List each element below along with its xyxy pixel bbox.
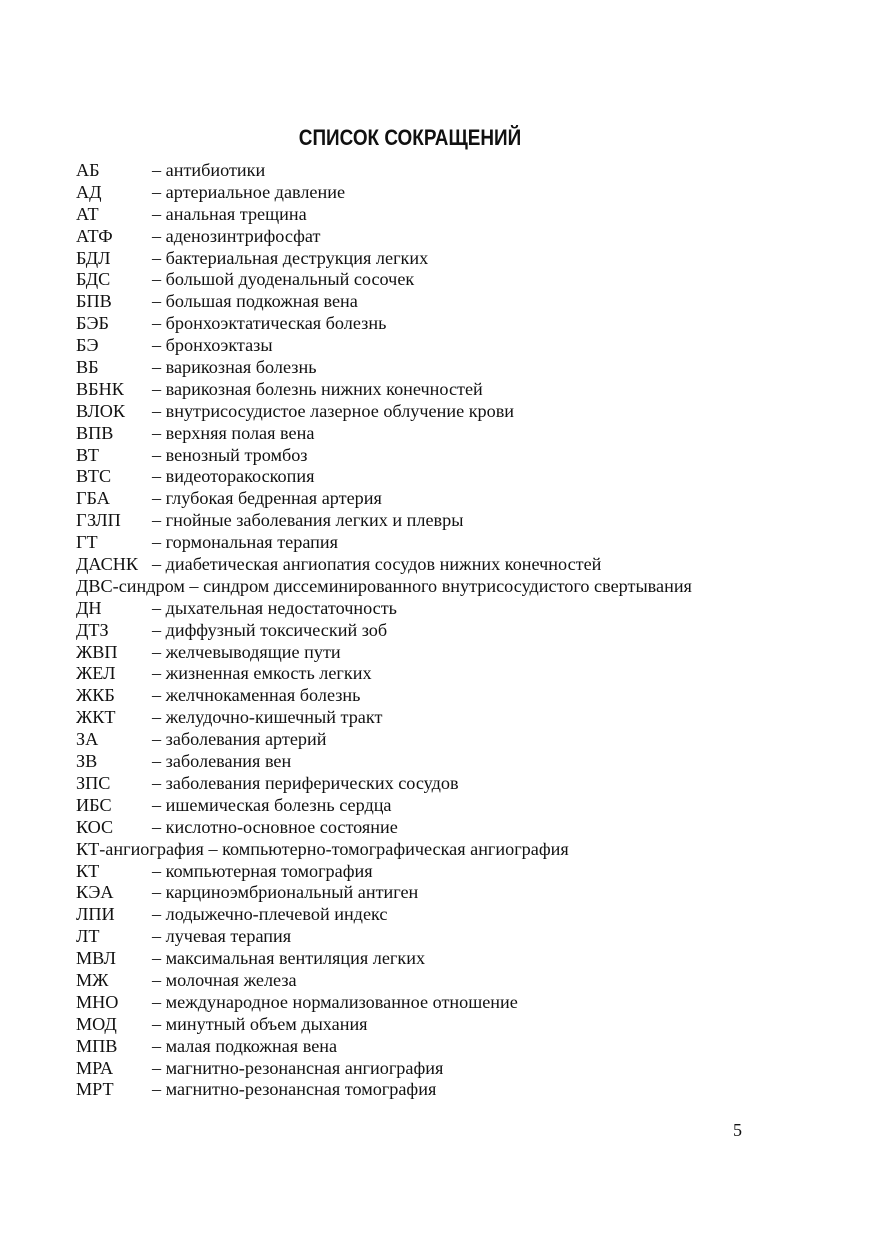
abbreviation-row <box>76 707 796 729</box>
abbreviation-term: АБ <box>76 160 100 180</box>
abbreviation-definition: – бронхоэктатическая болезнь <box>152 313 387 334</box>
abbreviation-row <box>76 554 796 576</box>
abbreviation-term: АД <box>76 181 102 202</box>
abbreviation-definition: – варикозная болезнь <box>152 357 317 378</box>
abbreviation-definition: – заболевания периферических сосудов <box>152 772 459 793</box>
abbreviation-definition: – внутрисосудистое лазерное облучение крови <box>152 400 515 421</box>
abbreviation-definition: – международное нормализованное отношение <box>152 991 518 1012</box>
abbreviation-row <box>76 160 796 182</box>
abbreviation-row <box>76 926 796 948</box>
abbreviation-term: ГТ <box>76 532 98 553</box>
abbreviation-definition: – диабетическая ангиопатия сосудов нижних конечностей <box>152 554 602 575</box>
abbreviation-row <box>76 1014 796 1036</box>
abbreviation-row <box>76 1058 796 1080</box>
abbreviation-row <box>76 992 796 1014</box>
abbreviation-row <box>76 466 796 488</box>
abbreviation-row <box>76 970 796 992</box>
abbreviation-definition: – бактериальная деструкция легких <box>152 247 429 268</box>
abbreviation-term: БЭБ <box>76 313 109 334</box>
abbreviation-term: МВЛ <box>76 948 116 969</box>
abbreviation-term: ВБНК <box>76 378 124 399</box>
abbreviation-definition: – карциноэмбриональный антиген <box>152 882 419 903</box>
abbreviation-row <box>76 204 796 226</box>
abbreviation-term: ГЗЛП <box>76 510 121 531</box>
abbreviation-term: АТФ <box>76 225 113 246</box>
abbreviation-term: ЛПИ <box>76 904 115 925</box>
abbreviation-row <box>76 269 796 291</box>
abbreviation-term: ЛТ <box>76 926 100 947</box>
abbreviation-row <box>76 839 796 861</box>
abbreviation-definition: – варикозная болезнь нижних конечностей <box>152 378 483 399</box>
abbreviation-row <box>76 861 796 883</box>
abbreviation-definition: – компьютерно-томографическая ангиография <box>208 838 569 859</box>
abbreviation-term: МРТ <box>76 1079 114 1100</box>
abbreviation-row <box>76 882 796 904</box>
abbreviation-term: ИБС <box>76 794 112 815</box>
abbreviation-definition: – малая подкожная вена <box>152 1035 338 1056</box>
abbreviation-definition: – глубокая бедренная артерия <box>152 488 382 509</box>
abbreviation-definition: – кислотно-основное состояние <box>152 816 398 837</box>
abbreviation-term: БДЛ <box>76 247 111 268</box>
abbreviation-definition: – большой дуоденальный сосочек <box>152 269 415 290</box>
abbreviation-definition: – минутный объем дыхания <box>152 1013 368 1034</box>
abbreviation-definition: – видеоторакоскопия <box>152 466 315 487</box>
abbreviation-row <box>76 576 796 598</box>
abbreviation-term: КТ-ангиография <box>76 838 204 859</box>
abbreviation-row <box>76 1036 796 1058</box>
abbreviation-term: МНО <box>76 991 119 1012</box>
abbreviation-term: БЭ <box>76 335 99 356</box>
abbreviation-term: БДС <box>76 269 111 290</box>
abbreviation-definition: – ишемическая болезнь сердца <box>152 794 392 815</box>
abbreviation-row <box>76 663 796 685</box>
abbreviation-term: АТ <box>76 203 99 224</box>
abbreviation-term: МЖ <box>76 969 109 990</box>
abbreviation-term: ДАСНК <box>76 554 139 575</box>
abbreviation-definition: – жизненная емкость легких <box>152 663 372 684</box>
abbreviation-term: БПВ <box>76 291 112 312</box>
abbreviation-definition: – гормональная терапия <box>152 532 338 553</box>
abbreviation-term: ДТЗ <box>76 619 109 640</box>
abbreviation-row <box>76 357 796 379</box>
abbreviation-row <box>76 904 796 926</box>
abbreviation-row <box>76 335 796 357</box>
abbreviation-row <box>76 313 796 335</box>
abbreviation-term: ДВС-синдром <box>76 575 185 596</box>
abbreviation-definition: – венозный тромбоз <box>152 444 308 465</box>
abbreviation-row <box>76 532 796 554</box>
abbreviation-term: КЭА <box>76 882 114 903</box>
abbreviation-row <box>76 620 796 642</box>
abbreviation-row <box>76 291 796 313</box>
abbreviation-row <box>76 248 796 270</box>
abbreviation-row <box>76 1079 796 1101</box>
abbreviation-term: ЖКБ <box>76 685 115 706</box>
abbreviation-definition: – желудочно-кишечный тракт <box>152 707 383 728</box>
abbreviation-definition: – верхняя полая вена <box>152 422 315 443</box>
abbreviation-definition: – антибиотики <box>152 160 266 180</box>
abbreviation-term: ВТС <box>76 466 112 487</box>
abbreviation-term: МОД <box>76 1013 117 1034</box>
abbreviation-definition: – компьютерная томография <box>152 860 373 881</box>
abbreviation-definition: – анальная трещина <box>152 203 307 224</box>
abbreviation-row <box>76 379 796 401</box>
abbreviation-row <box>76 751 796 773</box>
abbreviation-row <box>76 510 796 532</box>
abbreviation-definition: – гнойные заболевания легких и плевры <box>152 510 464 531</box>
abbreviation-row <box>76 795 796 817</box>
abbreviation-definition: – желчнокаменная болезнь <box>152 685 361 706</box>
abbreviation-term: ДН <box>76 597 102 618</box>
abbreviation-term: ВТ <box>76 444 100 465</box>
abbreviation-term: ЗВ <box>76 751 98 772</box>
abbreviation-definition: – заболевания артерий <box>152 729 327 750</box>
abbreviation-term: КТ <box>76 860 100 881</box>
page-title: СПИСОК СОКРАЩЕНИЙ <box>298 124 522 150</box>
abbreviation-definition: – лодыжечно-плечевой индекс <box>152 904 388 925</box>
abbreviation-definition: – диффузный токсический зоб <box>152 619 388 640</box>
abbreviation-definition: – аденозинтрифосфат <box>152 225 321 246</box>
abbreviation-row <box>76 488 796 510</box>
abbreviation-term: ВБ <box>76 357 99 378</box>
abbreviation-definition: – магнитно-резонансная томография <box>152 1079 437 1100</box>
abbreviation-definition: – желчевыводящие пути <box>152 641 341 662</box>
abbreviation-definition: – максимальная вентиляция легких <box>152 948 426 969</box>
abbreviation-row <box>76 423 796 445</box>
abbreviation-row <box>76 948 796 970</box>
abbreviation-row <box>76 401 796 423</box>
abbreviation-row <box>76 729 796 751</box>
abbreviation-term: МПВ <box>76 1035 118 1056</box>
abbreviation-definition: – дыхательная недостаточность <box>152 597 397 618</box>
abbreviation-term: ГБА <box>76 488 110 509</box>
page-number: 5 <box>733 1120 742 1140</box>
abbreviation-definition: – большая подкожная вена <box>152 291 358 312</box>
abbreviation-row <box>76 817 796 839</box>
abbreviation-term: ЖКТ <box>76 707 116 728</box>
abbreviation-term: КОС <box>76 816 114 837</box>
abbreviation-row <box>76 226 796 248</box>
abbreviation-term: ВПВ <box>76 422 114 443</box>
abbreviation-row <box>76 598 796 620</box>
abbreviation-list <box>76 160 796 1101</box>
abbreviation-definition: – магнитно-резонансная ангиография <box>152 1057 444 1078</box>
abbreviation-definition: – бронхоэктазы <box>152 335 273 356</box>
abbreviation-definition: – синдром диссеминированного внутрисосудистого свертывания <box>189 575 692 596</box>
abbreviation-term: ЗПС <box>76 772 111 793</box>
abbreviation-definition: – заболевания вен <box>152 751 292 772</box>
abbreviation-term: ЗА <box>76 729 99 750</box>
abbreviation-row <box>76 773 796 795</box>
abbreviation-term: ЖЕЛ <box>76 663 116 684</box>
abbreviation-row <box>76 642 796 664</box>
abbreviation-definition: – артериальное давление <box>152 181 346 202</box>
abbreviation-definition: – молочная железа <box>152 969 297 990</box>
abbreviation-row <box>76 182 796 204</box>
abbreviation-term: ЖВП <box>76 641 118 662</box>
abbreviation-term: МРА <box>76 1057 114 1078</box>
abbreviation-row <box>76 445 796 467</box>
abbreviation-row <box>76 685 796 707</box>
abbreviation-term: ВЛОК <box>76 400 126 421</box>
abbreviation-definition: – лучевая терапия <box>152 926 292 947</box>
